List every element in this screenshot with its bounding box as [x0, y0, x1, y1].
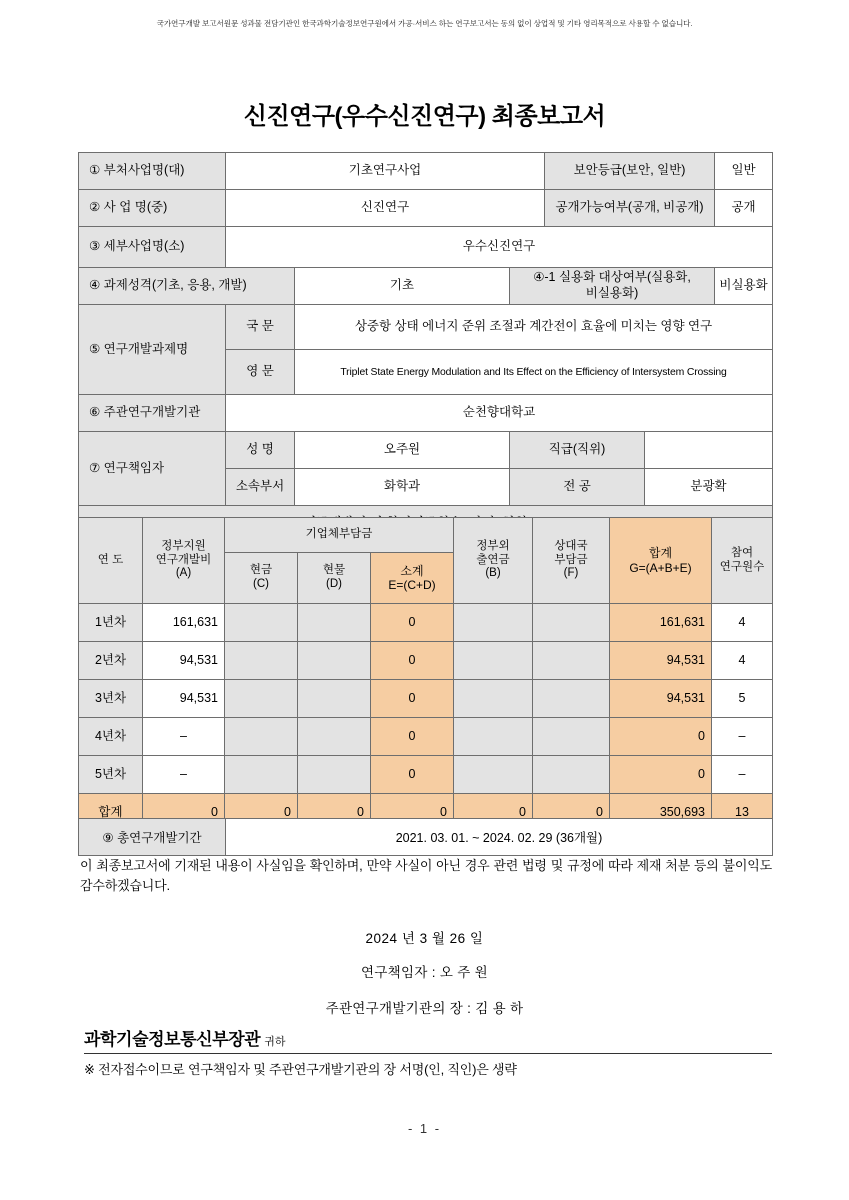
- col-header-corporate-group: 기업체부담금: [225, 518, 454, 553]
- people-line2: 연구원수: [719, 560, 765, 573]
- table-row: [79, 268, 773, 305]
- cell-cash: [225, 680, 298, 718]
- gov-fund-line2: 연구개발비: [155, 553, 212, 566]
- period-label: ⑨ 총연구개발기간: [79, 819, 226, 856]
- total-people: 13: [712, 794, 773, 832]
- english-title-value: Triplet State Energy Modulation and Its Effect on the Efficiency of Intersystem Crossing: [295, 350, 773, 395]
- pi-position-label: 직급(직위): [510, 432, 645, 469]
- project-type-value: 기초: [295, 268, 510, 305]
- nongov-line2: 출연금: [476, 553, 510, 566]
- total-row-label: 합계: [79, 794, 143, 832]
- cell-gov-fund: 94,531: [143, 642, 225, 680]
- project-info-table: [78, 152, 773, 541]
- row-label-year: 2년차: [79, 642, 143, 680]
- cell-partner: [533, 718, 610, 756]
- cell-total: 94,531: [610, 680, 712, 718]
- addressee-honorific: 귀하: [264, 1036, 286, 1048]
- cell-inkind: [298, 642, 371, 680]
- program-name-value: 신진연구: [226, 190, 545, 227]
- project-title-label: ⑤ 연구개발과제명: [79, 305, 226, 395]
- table-row: [79, 756, 773, 794]
- col-header-year: 연 도: [79, 518, 143, 604]
- pi-major-label: 전 공: [510, 469, 645, 506]
- total-line2: G=(A+B+E): [629, 560, 692, 575]
- pi-name-value: 오주원: [295, 432, 510, 469]
- cell-partner: [533, 756, 610, 794]
- program-name-label: ② 사 업 명(중): [79, 190, 226, 227]
- total-partner: 0: [533, 794, 610, 832]
- host-institution-label: ⑥ 주관연구개발기관: [79, 395, 226, 432]
- sub-program-value: 우수신진연구: [226, 227, 773, 268]
- project-type-label: ④ 과제성격(기초, 응용, 개발): [79, 268, 295, 305]
- cell-inkind: [298, 756, 371, 794]
- cell-subtotal: 0: [371, 680, 454, 718]
- signature-principal-investigator: 연구책임자 : 오 주 원: [361, 965, 488, 980]
- english-title-label: 영 문: [226, 350, 295, 395]
- col-header-people: [712, 518, 773, 604]
- partner-line1: 상대국: [554, 539, 588, 552]
- cell-people: 5: [712, 680, 773, 718]
- disclosure-label: 공개가능여부(공개, 비공개): [545, 190, 715, 227]
- pi-department-label: 소속부서: [226, 469, 295, 506]
- cell-subtotal: 0: [371, 756, 454, 794]
- row-label-year: 1년차: [79, 604, 143, 642]
- col-header-subtotal: [371, 553, 454, 604]
- table-row: [79, 190, 773, 227]
- cell-cash: [225, 756, 298, 794]
- cell-people: –: [712, 718, 773, 756]
- cell-people: –: [712, 756, 773, 794]
- cell-nongov: [454, 718, 533, 756]
- pi-position-value: [645, 432, 773, 469]
- cell-cash: [225, 642, 298, 680]
- pi-major-value: 분광확: [645, 469, 773, 506]
- confirmation-statement: 이 최종보고서에 기재된 내용이 사실임을 확인하며, 만약 사실이 아닌 경우 관련 법령 및 규정에 따라 제재 처분 등의 불이익도 감수하겠습니다.: [80, 858, 772, 894]
- total-gov-fund: 0: [143, 794, 225, 832]
- table-row: [79, 680, 773, 718]
- commercialization-label: ④-1 실용화 대상여부(실용화, 비실용화): [510, 268, 715, 305]
- security-grade-value: 일반: [715, 153, 773, 190]
- total-cash: 0: [225, 794, 298, 832]
- inkind-line2: (D): [326, 578, 342, 590]
- ministry-program-value: 기초연구사업: [226, 153, 545, 190]
- disclosure-value: 공개: [715, 190, 773, 227]
- research-period-table: [78, 818, 773, 856]
- cell-partner: [533, 642, 610, 680]
- table-row: [79, 395, 773, 432]
- sub-program-label: ③ 세부사업명(소): [79, 227, 226, 268]
- total-inkind: 0: [298, 794, 371, 832]
- cell-nongov: [454, 604, 533, 642]
- cell-gov-fund: –: [143, 718, 225, 756]
- table-row: [79, 819, 773, 856]
- host-institution-value: 순천향대학교: [226, 395, 773, 432]
- total-nongov: 0: [454, 794, 533, 832]
- pi-department-value: 화학과: [295, 469, 510, 506]
- cell-people: 4: [712, 604, 773, 642]
- page-number: - 1 -: [407, 1121, 442, 1136]
- electronic-submission-note: ※ 전자접수이므로 연구책임자 및 주관연구개발기관의 장 서명(인, 직인)은 생략: [84, 1062, 517, 1077]
- cell-partner: [533, 604, 610, 642]
- table-row: [79, 718, 773, 756]
- cell-people: 4: [712, 642, 773, 680]
- row-label-year: 3년차: [79, 680, 143, 718]
- korean-title-value: 상중항 상태 에너지 준위 조절과 계간전이 효율에 미치는 영향 연구: [295, 305, 773, 350]
- col-header-gov-fund: [143, 518, 225, 604]
- cell-subtotal: 0: [371, 604, 454, 642]
- cell-inkind: [298, 680, 371, 718]
- total-grand: 350,693: [610, 794, 712, 832]
- table-row: [79, 227, 773, 268]
- cell-gov-fund: 94,531: [143, 680, 225, 718]
- signature-institution-head: 주관연구개발기관의 장 : 김 용 하: [325, 1001, 524, 1016]
- total-line1: 합계: [648, 546, 673, 561]
- cell-partner: [533, 680, 610, 718]
- row-label-year: 5년차: [79, 756, 143, 794]
- principal-investigator-label: ⑦ 연구책임자: [79, 432, 226, 506]
- cell-cash: [225, 604, 298, 642]
- funding-table: [78, 517, 773, 832]
- subtotal-line1: 소계: [400, 563, 424, 578]
- signature-date: 2024 년 3 월 26 일: [365, 931, 484, 946]
- nongov-line1: 정부외: [476, 539, 510, 552]
- cell-subtotal: 0: [371, 718, 454, 756]
- cell-gov-fund: –: [143, 756, 225, 794]
- table-row: [79, 642, 773, 680]
- people-line1: 참여: [730, 546, 754, 559]
- cell-nongov: [454, 642, 533, 680]
- cell-gov-fund: 161,631: [143, 604, 225, 642]
- total-subtotal: 0: [371, 794, 454, 832]
- cell-nongov: [454, 756, 533, 794]
- cell-nongov: [454, 680, 533, 718]
- cell-total: 161,631: [610, 604, 712, 642]
- cell-total: 94,531: [610, 642, 712, 680]
- partner-line3: (F): [563, 567, 579, 580]
- table-row: [79, 432, 773, 469]
- cell-cash: [225, 718, 298, 756]
- cell-total: 0: [610, 756, 712, 794]
- pi-name-label: 성 명: [226, 432, 295, 469]
- col-header-partner: [533, 518, 610, 604]
- security-grade-label: 보안등급(보안, 일반): [545, 153, 715, 190]
- col-header-total: [610, 518, 712, 604]
- col-header-inkind: [298, 553, 371, 604]
- cell-inkind: [298, 718, 371, 756]
- copyright-disclaimer: 국가연구개발 보고서원문 성과물 전담기관인 한국과학기술정보연구원에서 가공·서비스 하는 연구보고서는 동의 없이 상업적 및 기타 영리목적으로 사용할 수 없습니다.: [156, 19, 693, 28]
- ministry-program-label: ① 부처사업명(대): [79, 153, 226, 190]
- table-row: [79, 153, 773, 190]
- cell-total: 0: [610, 718, 712, 756]
- addressee: [84, 1025, 772, 1054]
- nongov-line3: (B): [485, 567, 501, 580]
- row-label-year: 4년차: [79, 718, 143, 756]
- col-header-cash: [225, 553, 298, 604]
- commercialization-value: 비실용화: [715, 268, 773, 305]
- period-value: 2021. 03. 01. ~ 2024. 02. 29 (36개월): [226, 819, 773, 856]
- partner-line2: 부담금: [554, 553, 588, 566]
- table-header-row: [79, 518, 773, 553]
- cell-subtotal: 0: [371, 642, 454, 680]
- subtotal-line2: E=(C+D): [388, 578, 436, 592]
- gov-fund-line1: 정부지원: [161, 539, 206, 552]
- addressee-name: 과학기술정보통신부장관: [84, 1030, 261, 1049]
- cash-line2: (C): [253, 578, 269, 590]
- col-header-nongov: [454, 518, 533, 604]
- cash-line1: 현금: [249, 564, 273, 577]
- cell-inkind: [298, 604, 371, 642]
- gov-fund-line3: (A): [175, 567, 192, 580]
- page-title: 신진연구(우수신진연구) 최종보고서: [243, 103, 606, 130]
- inkind-line1: 현물: [322, 564, 346, 577]
- table-row: [79, 305, 773, 350]
- table-row: [79, 604, 773, 642]
- korean-title-label: 국 문: [226, 305, 295, 350]
